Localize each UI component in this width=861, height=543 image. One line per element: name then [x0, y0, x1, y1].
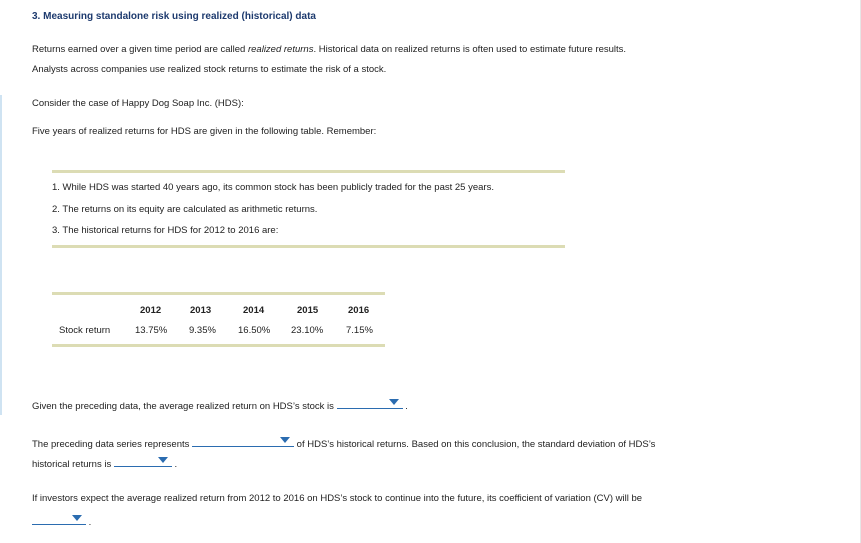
question-std-dev-text: historical returns is — [32, 459, 112, 470]
intro-line-2: Analysts across companies use realized stock returns to estimate the risk of a stock. — [32, 64, 387, 75]
average-return-dropdown[interactable] — [337, 397, 403, 409]
year-header-2015: 2015 — [297, 305, 319, 316]
cv-dropdown[interactable] — [32, 513, 86, 525]
year-header-2016: 2016 — [348, 305, 370, 316]
question-average-return-text: Given the preceding data, the average realized return on HDS’s stock is — [32, 401, 334, 412]
return-value-2014: 16.50% — [238, 325, 271, 336]
year-header-2014: 2014 — [243, 305, 265, 316]
section-title: 3. Measuring standalone risk using realized (historical) data — [32, 11, 316, 22]
question-cv-answer — [32, 513, 91, 529]
left-margin-bar — [0, 0, 3, 543]
question-cv-end: . — [88, 517, 92, 528]
dropdown-arrow-icon — [389, 399, 399, 405]
table-intro-text: Five years of realized returns for HDS are given in the following table. Remember: — [32, 126, 377, 137]
question-average-return-end: . — [405, 401, 408, 412]
intro-line-1 — [32, 44, 626, 56]
stock-return-row-label: Stock return — [59, 325, 111, 336]
question-average-return — [32, 397, 408, 413]
question-data-series — [32, 435, 655, 451]
year-header-2012: 2012 — [140, 305, 162, 316]
question-cv-text: If investors expect the average realized return from 2012 to 2016 on HDS’s stock to continue into the future, its coefficient of variation (CV) will be — [32, 493, 643, 504]
data-series-dropdown[interactable] — [192, 435, 294, 447]
left-accent-strip — [0, 95, 2, 415]
realized-returns-term: realized returns — [247, 44, 314, 55]
return-value-2013: 9.35% — [189, 325, 216, 336]
remember-box-top-rule — [52, 170, 565, 173]
year-header-2013: 2013 — [190, 305, 212, 316]
remember-box-bottom-rule — [52, 245, 565, 248]
case-text: Consider the case of Happy Dog Soap Inc. (HDS): — [32, 98, 244, 109]
question-data-series-text-2: of HDS’s historical returns. Based on this conclusion, the standard deviation of HDS’s — [296, 439, 656, 450]
question-std-dev — [32, 455, 177, 471]
return-value-2015: 23.10% — [291, 325, 324, 336]
question-data-series-text: The preceding data series represents — [32, 439, 190, 450]
returns-table-top-rule — [52, 292, 385, 295]
returns-table-bottom-rule — [52, 344, 385, 347]
remember-item-3: 3. The historical returns for HDS for 2012 to 2016 are: — [52, 225, 279, 236]
remember-item-2: 2. The returns on its equity are calculated as arithmetic returns. — [52, 204, 318, 215]
intro-line-1-end: . Historical data on realized returns is often used to estimate future results. — [313, 44, 627, 55]
remember-item-1: 1. While HDS was started 40 years ago, its common stock has been publicly traded for the past 25 years. — [52, 182, 494, 193]
dropdown-arrow-icon — [72, 515, 82, 521]
dropdown-arrow-icon — [158, 457, 168, 463]
dropdown-arrow-icon — [280, 437, 290, 443]
return-value-2016: 7.15% — [346, 325, 373, 336]
std-dev-dropdown[interactable] — [114, 455, 172, 467]
intro-line-1-start: Returns earned over a given time period are called — [32, 44, 248, 55]
return-value-2012: 13.75% — [135, 325, 168, 336]
question-std-dev-end: . — [174, 459, 178, 470]
